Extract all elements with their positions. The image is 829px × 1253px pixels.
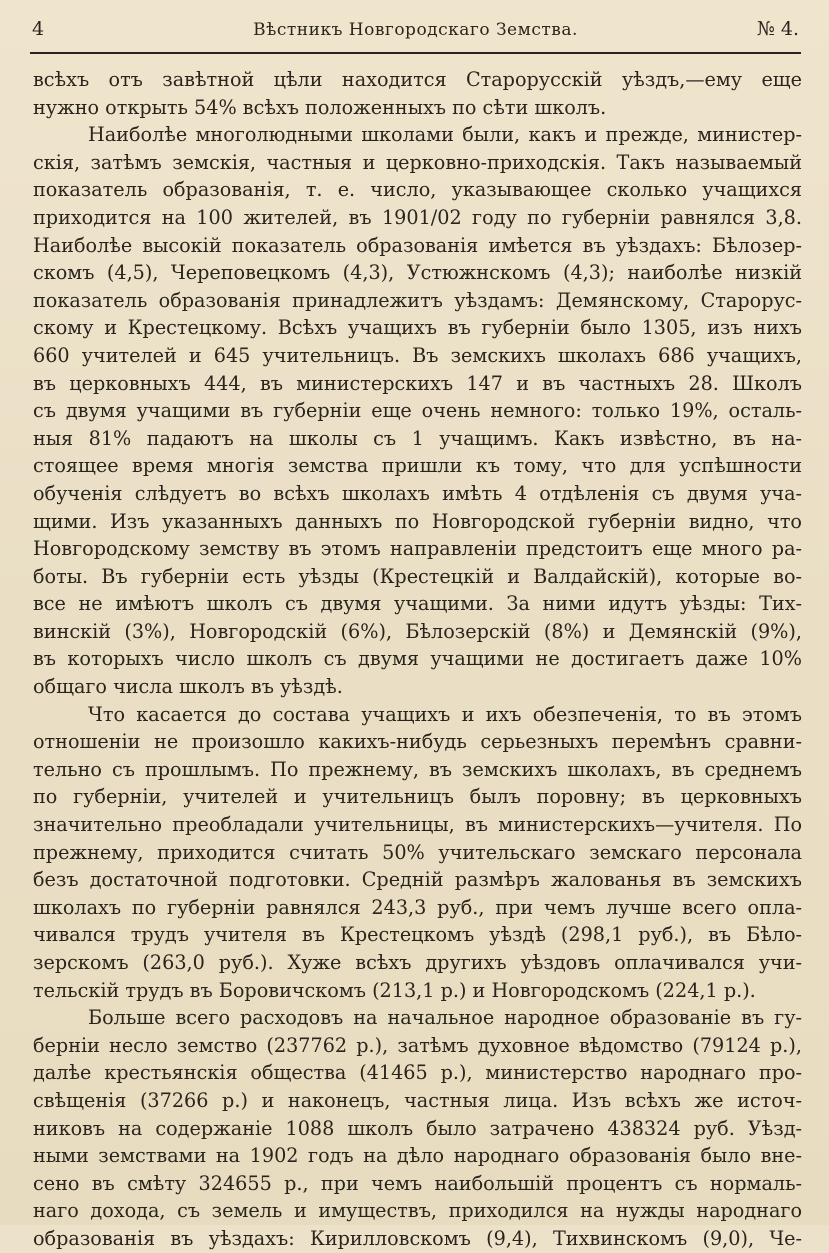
page-header: [30, 14, 801, 54]
text-line: все не имѣютъ школъ съ двумя учащими. За ними идутъ уѣзды: Тих-: [33, 592, 802, 616]
text-line: всѣхъ отъ завѣтной цѣли находится Старорусскій уѣздъ,—ему еще: [33, 68, 802, 91]
issue-number: № 4.: [756, 18, 799, 40]
text-line: образованія въ уѣздахъ: Кирилловскомъ (9,4), Тихвинскомъ (9,0), Че-: [33, 1226, 802, 1250]
text-line: по губерніи, учителей и учительницъ былъ поровну; въ церковныхъ: [33, 785, 802, 809]
running-title: Вѣстникъ Новгородскаго Земства.: [253, 20, 578, 40]
text-line: значительно преобладали учительницы, въ министерскихъ—учителя. По: [33, 813, 802, 837]
text-line: школахъ по губерніи равнялся 243,3 руб., при чемъ лучше всего опла-: [33, 895, 802, 919]
text-line: Наиболѣе высокій показатель образованія имѣется въ уѣздахъ: Бѣлозер-: [33, 233, 802, 257]
text-line: сено въ смѣту 324655 р., при чемъ наибольшій процентъ съ нормаль-: [33, 1171, 802, 1195]
text-line: общаго числа школъ въ уѣздѣ.: [33, 675, 343, 699]
text-line: Больше всего расходовъ на начальное народное образованіе въ гу-: [88, 1006, 802, 1030]
text-line: тельно съ прошлымъ. По прежнему, въ земскихъ школахъ, въ среднемъ: [33, 757, 802, 781]
text-line: боты. Въ губерніи есть уѣзды (Крестецкій и Валдайскій), которые во-: [33, 564, 802, 588]
text-line: прежнему, приходится считать 50% учительскаго земскаго персонала: [33, 840, 802, 864]
page-number: 4: [32, 18, 45, 40]
text-line: далѣе крестьянскія общества (41465 р.), министерство народнаго про-: [33, 1061, 802, 1085]
text-line: скія, затѣмъ земскія, частныя и церковно-приходскія. Такъ называемый: [33, 150, 802, 174]
text-line: нужно открыть 54% всѣхъ положенныхъ по сѣти школъ.: [33, 95, 607, 119]
text-line: ными земствами на 1902 годъ на дѣло народнаго образованія было вне-: [33, 1144, 802, 1168]
text-line: въ церковныхъ 444, въ министерскихъ 147 и въ частныхъ 28. Школъ: [33, 371, 802, 395]
text-line: Что касается до состава учащихъ и ихъ обезпеченія, то въ этомъ: [88, 702, 802, 726]
text-line: скому и Крестецкому. Всѣхъ учащихъ въ губерніи было 1305, изъ нихъ: [33, 316, 802, 340]
text-line: приходится на 100 жителей, въ 1901/02 году по губерніи равнялся 3,8.: [33, 205, 802, 229]
text-line: отношеніи не произошло какихъ-нибудь серьезныхъ перемѣнъ сравни-: [33, 730, 802, 754]
text-line: показатель образованія принадлежитъ уѣздамъ: Демянскому, Старорус-: [33, 288, 802, 312]
text-line: щими. Изъ указанныхъ данныхъ по Новгородской губерніи видно, что: [33, 509, 802, 533]
text-line: въ которыхъ число школъ съ двумя учащими не достигаетъ даже 10%: [33, 647, 802, 671]
text-line: Новгородскому земству въ этомъ направленіи предстоитъ еще много ра-: [33, 537, 802, 561]
text-line: тельскій трудъ въ Боровичскомъ (213,1 р.) и Новгородскомъ (224,1 р.).: [33, 978, 756, 1002]
text-line: винскій (3%), Новгородскій (6%), Бѣлозерскій (8%) и Демянскій (9%),: [33, 619, 802, 643]
text-line: чивался трудъ учителя въ Крестецкомъ уѣздѣ (298,1 руб.), въ Бѣло-: [33, 923, 802, 947]
body-text: [33, 66, 802, 1253]
text-line: никовъ на содержаніе 1088 школъ было затрачено 438324 руб. Уѣзд-: [33, 1116, 802, 1140]
text-line: обученія слѣдуетъ во всѣхъ школахъ имѣть 4 отдѣленія съ двумя уча-: [33, 481, 802, 505]
text-line: ныя 81% падаютъ на школы съ 1 учащимъ. Какъ извѣстно, въ на-: [33, 426, 802, 450]
text-line: стоящее время многія земства пришли къ тому, что для успѣшности: [33, 454, 802, 478]
text-line: зерскомъ (263,0 руб.). Хуже всѣхъ другихъ уѣздовъ оплачивался учи-: [33, 951, 802, 974]
text-line: свѣщенія (37266 р.) и наконецъ, частныя лица. Изъ всѣхъ же источ-: [33, 1088, 802, 1112]
text-line: скомъ (4,5), Череповецкомъ (4,3), Устюжнскомъ (4,3); наиболѣе низкій: [33, 261, 802, 285]
text-line: безъ достаточной подготовки. Средній размѣръ жалованья въ земскихъ: [33, 868, 802, 892]
text-line: берніи несло земство (237762 р.), затѣмъ духовное вѣдомство (79124 р.),: [33, 1033, 802, 1057]
text-line: наго дохода, съ земель и имуществъ, приходился на нужды народнаго: [33, 1199, 802, 1223]
text-line: Наиболѣе многолюдными школами были, какъ и прежде, министер-: [88, 123, 802, 147]
text-line: показатель образованія, т. е. число, указывающее сколько учащихся: [33, 178, 802, 202]
text-line: съ двумя учащими въ губерніи еще очень немного: только 19%, осталь-: [33, 399, 802, 423]
text-line: 660 учителей и 645 учительницъ. Въ земскихъ школахъ 686 учащихъ,: [33, 343, 802, 367]
